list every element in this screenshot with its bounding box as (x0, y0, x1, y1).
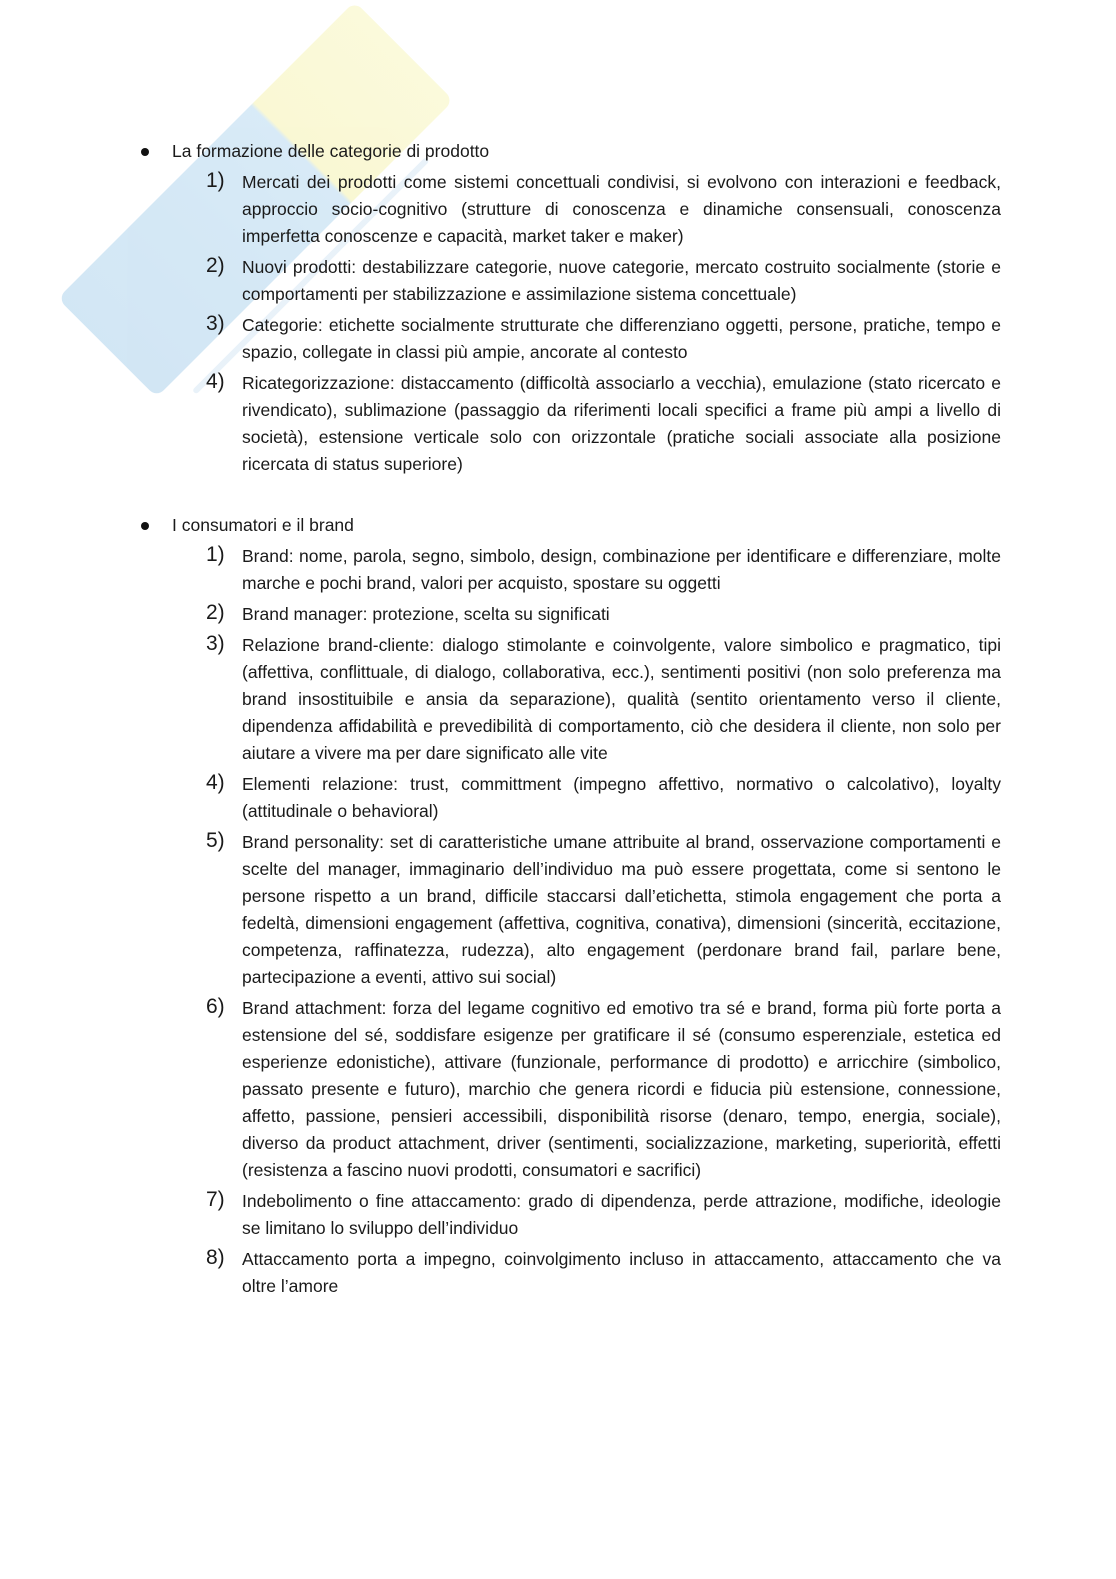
item-text: Indebolimento o fine attaccamento: grado di dipendenza, perde attrazione, modifiche, ideologie se limitano lo sviluppo dell’individuo (242, 1191, 1001, 1238)
section-title: La formazione delle categorie di prodotto (172, 141, 490, 161)
item-number: 6) (206, 995, 225, 1018)
list-item (0, 370, 1116, 478)
item-number: 3) (206, 632, 225, 655)
list-item (0, 601, 1116, 628)
item-number: 1) (206, 169, 225, 192)
list-item (0, 1246, 1116, 1300)
numbered-list (0, 543, 1116, 1300)
list-item (0, 829, 1116, 991)
section-brand (0, 512, 1116, 1300)
item-text: Relazione brand-cliente: dialogo stimolante e coinvolgente, valore simbolico e pragmatico, tipi (affettiva, conflittuale, di dialogo, collaborativa, ecc.), sentimenti positivi (non solo preferenza ma brand insostituibile e ansia da separazione), qualità (sentito orientamento verso il cliente, dipendenza affidabilità e prevedibilità di comportamento, ciò che desidera il cliente, non solo per aiutare a vivere ma per dare significato alle vite (242, 635, 1001, 763)
item-text: Attaccamento porta a impegno, coinvolgimento incluso in attaccamento, attaccamento che va oltre l’amore (242, 1249, 1001, 1296)
item-text: Elementi relazione: trust, committment (impegno affettivo, normativo o calcolativo), loyalty (attitudinale o behavioral) (242, 774, 1001, 821)
list-item (0, 254, 1116, 308)
item-text: Mercati dei prodotti come sistemi concettuali condivisi, si evolvono con interazioni e feedback, approccio socio-cognitivo (strutture di conoscenza e dinamiche consensuali, conoscenza imperfetta conoscenze e capacità, market taker e maker) (242, 172, 1001, 246)
item-text: Brand attachment: forza del legame cognitivo ed emotivo tra sé e brand, forma più forte porta a estensione del sé, soddisfare esigenze per gratificare il sé (consumo esperenziale, estetica ed esperienze edonistiche), attivare (funzionale, performance di prodotto) e arricchire (simbolico, passato presente e futuro), marchio che genera ricordi e fiducia più estensione, connessione, affetto, passione, pensieri accessibili, disponibilità risorse (denaro, tempo, energia, sociale), diverso da product attachment, driver (sentimenti, socializzazione, marketing, superiorità, effetti (resistenza a fascino nuovi prodotti, consumatori e sacrifici) (242, 998, 1001, 1180)
list-item (0, 169, 1116, 250)
item-number: 4) (206, 771, 225, 794)
item-text: Brand personality: set di caratteristiche umane attribuite al brand, osservazione comportamenti e scelte del manager, immaginario dell’individuo ma può essere progettata, come si sentono le persone rispetto a un brand, difficile staccarsi dall’etichetta, stimola engagement che porta a fedeltà, dimensioni engagement (affettiva, cognitiva, conativa), dimensioni (sincerità, eccitazione, competenza, raffinatezza, rudezza), alto engagement (perdonare brand fail, parlare bene, partecipazione a eventi, attivo sui social) (242, 832, 1001, 987)
item-number: 2) (206, 254, 225, 277)
item-number: 3) (206, 312, 225, 335)
list-item (0, 543, 1116, 597)
item-number: 2) (206, 601, 225, 624)
item-number: 8) (206, 1246, 225, 1269)
item-text: Brand: nome, parola, segno, simbolo, design, combinazione per identificare e differenziare, molte marche e pochi brand, valori per acquisto, spostare su oggetti (242, 546, 1001, 593)
section-categorie (0, 138, 1116, 478)
item-text: Nuovi prodotti: destabilizzare categorie, nuove categorie, mercato costruito socialmente (storie e comportamenti per stabilizzazione e assimilazione sistema concettuale) (242, 257, 1001, 304)
item-number: 1) (206, 543, 225, 566)
item-number: 5) (206, 829, 225, 852)
bullet-icon (141, 522, 149, 530)
list-item (0, 312, 1116, 366)
list-item (0, 1188, 1116, 1242)
item-text: Ricategorizzazione: distaccamento (difficoltà associarlo a vecchia), emulazione (stato ricercato e rivendicato), sublimazione (passaggio da riferimenti locali specifici a frame più ampi a livello di società), estensione verticale solo con orizzontale (pratiche sociali associate alla posizione ricercata di status superiore) (242, 373, 1001, 474)
item-text: Brand manager: protezione, scelta su significati (242, 604, 610, 624)
list-item (0, 995, 1116, 1184)
bullet-icon (141, 148, 149, 156)
item-text: Categorie: etichette socialmente strutturate che differenziano oggetti, persone, pratiche, tempo e spazio, collegate in classi più ampie, ancorate al contesto (242, 315, 1001, 362)
item-number: 7) (206, 1188, 225, 1211)
numbered-list (0, 169, 1116, 478)
list-item (0, 771, 1116, 825)
item-number: 4) (206, 370, 225, 393)
list-item (0, 632, 1116, 767)
section-title: I consumatori e il brand (172, 515, 354, 535)
